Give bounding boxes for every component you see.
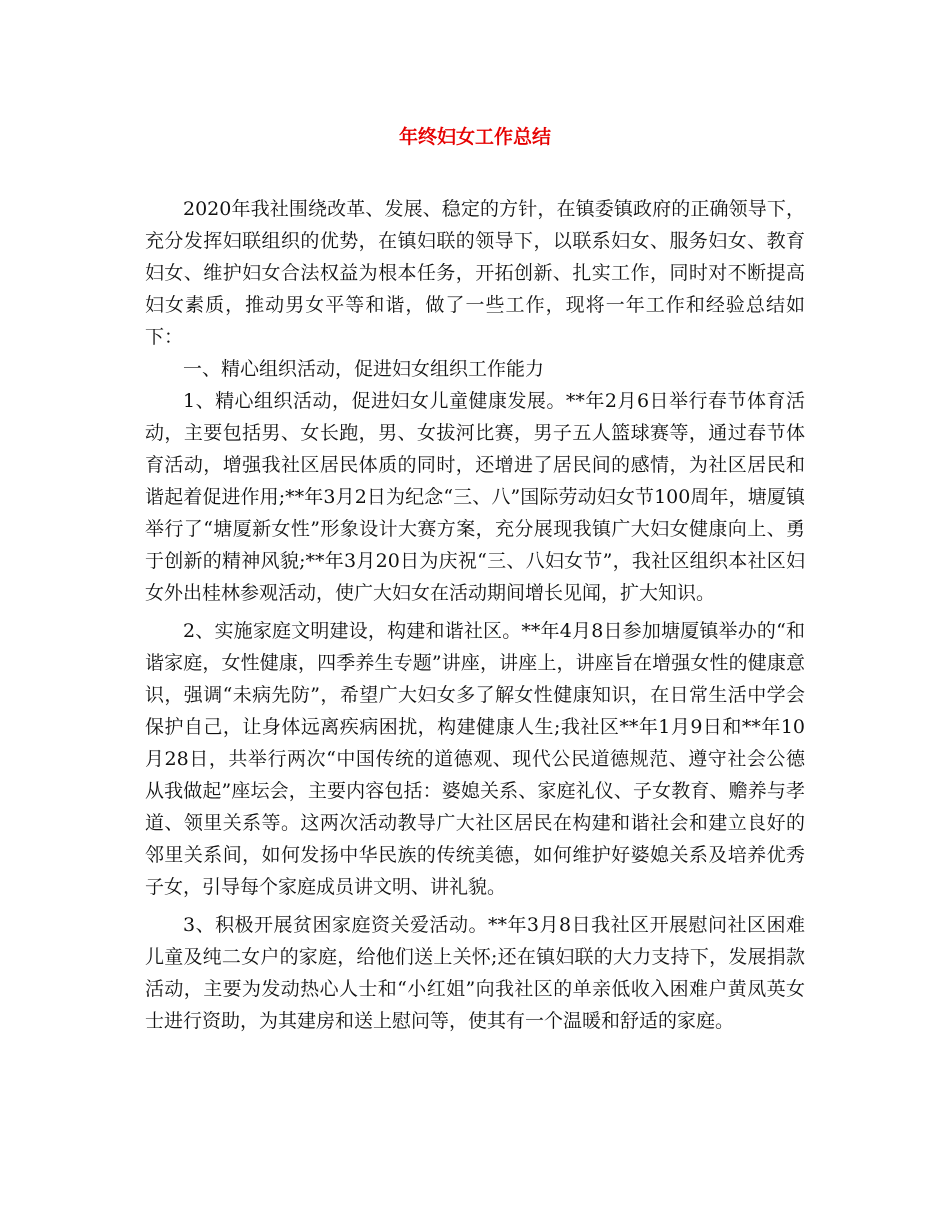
document-title: 年终妇女工作总结 [398,126,551,148]
section-heading: 一、精心组织活动，促进妇女组织工作能力 [183,358,545,380]
item-paragraph-2: 2、实施家庭文明建设，构建和谐社区。**年4月8日参加塘厦镇举办的“和谐家庭，女性健康，四季养生专题”讲座，讲座上，讲座旨在增强女性的健康意识，强调“未病先防”，希望广大妇女多了解女性健康知识，在日常生活中学会保护自己，让身体远离疾病困扰，构建健康人生;我社区**年1月9日和**年10月28日，共举行两次“中国传统的道德观、现代公民道德规范、遵守社会公德从我做起”座坛会，主要内容包括：婆媳关系、家庭礼仪、子女教育、赡养与孝道、领里关系等。这两次活动教导广大社区居民在构建和谐社会和建立良好的邻里关系间，如何发扬中华民族的传统美德，如何维护好婆媳关系及培养优秀子女，引导每个家庭成员讲文明、讲礼貌。 [145,620,805,898]
item-paragraph-1: 1、精心组织活动，促进妇女儿童健康发展。**年2月6日举行春节体育活动，主要包括男、女长跑，男、女拔河比赛，男子五人篮球赛等，通过春节体育活动，增强我社区居民体质的同时，还增进了居民间的感情，为社区居民和谐起着促进作用;**年3月2日为纪念“三、八”国际劳动妇女节100周年，塘厦镇举行了“塘厦新女性”形象设计大赛方案，充分展现我镇广大妇女健康向上、勇于创新的精神风貌;**年3月20日为庆祝“三、八妇女节”，我社区组织本社区妇女外出桂林参观活动，使广大妇女在活动期间增长见闻，扩大知识。 [145,390,805,604]
item-paragraph-3: 3、积极开展贫困家庭资关爱活动。**年3月8日我社区开展慰问社区困难儿童及纯二女户的家庭，给他们送上关怀;还在镇妇联的大力支持下，发展捐款活动，主要为发动热心人士和“小红姐”向我社区的单亲低收入困难户黄凤英女士进行资助，为其建房和送上慰问等，使其有一个温暖和舒适的家庭。 [145,914,805,1032]
document-body [145,193,805,1037]
intro-paragraph: 2020年我社围绕改革、发展、稳定的方针，在镇委镇政府的正确领导下，充分发挥妇联组织的优势，在镇妇联的领导下，以联系妇女、服务妇女、教育妇女、维护妇女合法权益为根本任务，开拓创新、扎实工作，同时对不断提高妇女素质，推动男女平等和谐，做了一些工作，现将一年工作和经验总结如下： [145,198,805,348]
